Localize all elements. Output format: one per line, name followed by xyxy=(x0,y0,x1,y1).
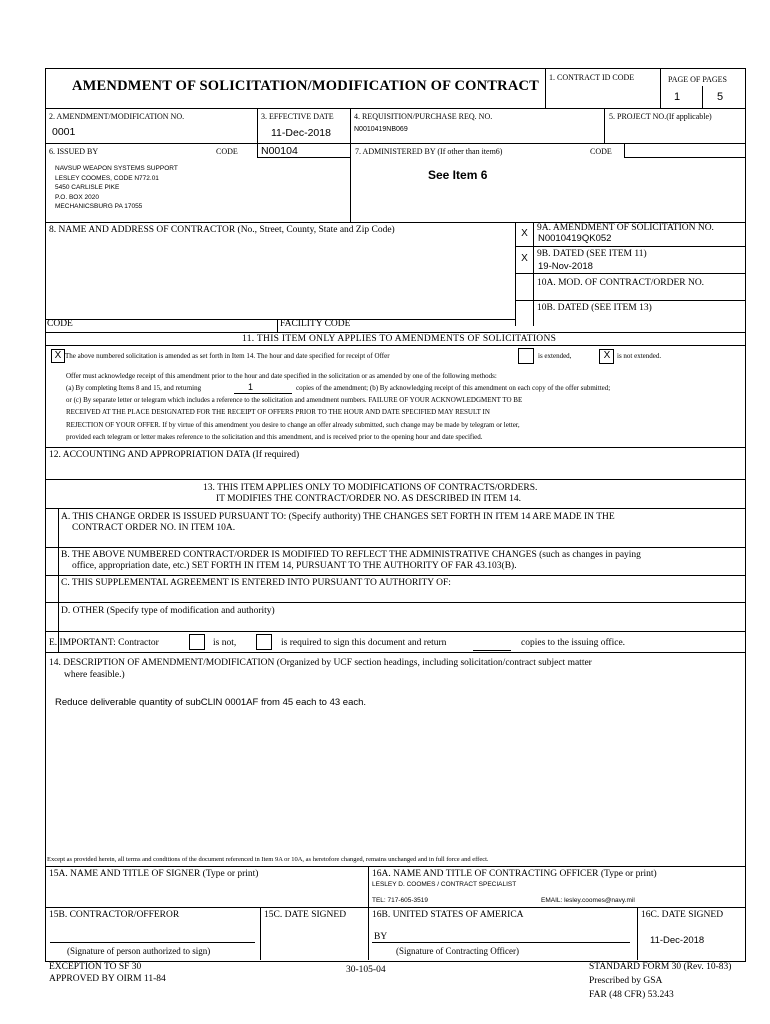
label-sig-15b: (Signature of person authorized to sign) xyxy=(67,946,211,956)
requisition-label: 4. REQUISITION/PURCHASE REQ. NO. xyxy=(354,112,493,121)
extended-checkbox[interactable] xyxy=(518,348,534,364)
footer-approved: APPROVED BY OIRM 11-84 xyxy=(49,974,166,984)
issued-code: N00104 xyxy=(261,145,298,157)
extended-text: is extended, xyxy=(538,352,572,360)
issued-code-label: CODE xyxy=(216,147,238,156)
footer-prescribed: Prescribed by GSA xyxy=(589,976,663,986)
label-sig-16b: (Signature of Contracting Officer) xyxy=(396,946,520,956)
important-label: E. IMPORTANT: Contractor xyxy=(49,638,159,648)
label-9b: 9B. DATED (SEE ITEM 11) xyxy=(537,249,647,259)
officer-email: EMAIL: lesley.coomes@navy.mil xyxy=(541,897,635,904)
amendment-no-label: 2. AMENDMENT/MODIFICATION NO. xyxy=(49,112,185,121)
item11-title: 11. THIS ITEM ONLY APPLIES TO AMENDMENTS OF SOLICITATIONS xyxy=(242,334,557,344)
form-title: AMENDMENT OF SOLICITATION/MODIFICATION OF CONTRACT xyxy=(72,78,540,94)
label-10a: 10A. MOD. OF CONTRACT/ORDER NO. xyxy=(537,278,705,288)
project-no-label: 5. PROJECT NO.(If applicable) xyxy=(609,112,712,121)
mark-9b[interactable]: X xyxy=(521,253,528,264)
footer-exception: EXCEPTION TO SF 30 xyxy=(49,962,142,972)
item13-d: D. OTHER (Specify type of modification and authority) xyxy=(61,606,275,616)
item14-label-2: where feasible.) xyxy=(64,670,125,680)
issued-by-label: 6. ISSUED BY xyxy=(49,147,99,156)
is-required-checkbox[interactable] xyxy=(256,634,272,650)
except-provided-text: Except as provided herein, all terms and conditions of the document referenced in Item 9A or 10A, as heretofore changed, remains unchanged and in full force and effect. xyxy=(47,856,489,863)
footer-standard-form: STANDARD FORM 30 (Rev. 10-83) xyxy=(589,962,732,972)
is-not-checkbox[interactable] xyxy=(189,634,205,650)
item11-instructions-4: RECEIVED AT THE PLACE DESIGNATED FOR THE RECEIPT OF OFFERS PRIOR TO THE HOUR AND DATE SPECIFIED MAY RESULT IN xyxy=(66,408,490,416)
officer-name: LESLEY D. COOMES / CONTRACT SPECIALIST xyxy=(372,881,517,888)
signature-line-16b[interactable] xyxy=(372,942,630,943)
label-10b: 10B. DATED (SEE ITEM 13) xyxy=(537,303,652,313)
item11-instructions-3: or (c) By separate letter or telegram which includes a reference to the solicitation and amendment numbers. FAILURE OF YOUR ACKNOWLEDGMENT TO BE xyxy=(66,396,523,404)
mark-9a[interactable]: X xyxy=(521,228,528,239)
label-16b: 16B. UNITED STATES OF AMERICA xyxy=(372,910,524,920)
value-9a: N0010419QK052 xyxy=(538,233,612,244)
date-16c: 11-Dec-2018 xyxy=(650,935,705,946)
not-extended-mark: X xyxy=(603,350,611,361)
item11-instructions-2a: (a) By completing Items 8 and 15, and returning xyxy=(66,384,202,392)
item11-instructions-2b: copies of the amendment; (b) By acknowledging receipt of this amendment on each copy of the offer submitted; xyxy=(296,384,611,392)
administered-by-label: 7. ADMINISTERED BY (If other than item6) xyxy=(355,147,503,156)
label-15c: 15C. DATE SIGNED xyxy=(264,910,347,920)
item13-a-line2: CONTRACT ORDER NO. IN ITEM 10A. xyxy=(72,523,236,533)
label-15b: 15B. CONTRACTOR/OFFEROR xyxy=(49,910,180,920)
page-count: 5 xyxy=(717,91,724,103)
value-9b: 19-Nov-2018 xyxy=(538,261,593,272)
contract-id-code-label: 1. CONTRACT ID CODE xyxy=(549,73,635,82)
issuer-address: NAVSUP WEAPON SYSTEMS SUPPORT LESLEY COOMES, CODE N772.01 5450 CARLISLE PIKE P.O. BOX 2020 MECHANICSBURG PA 17055 xyxy=(55,165,178,210)
contractor-name-address-label: 8. NAME AND ADDRESS OF CONTRACTOR (No., Street, County, State and Zip Code) xyxy=(49,225,395,235)
by-label: BY xyxy=(374,932,388,942)
item13-b-line2: office, appropriation date, etc.) SET FORTH IN ITEM 14, PURSUANT TO THE AUTHORITY OF FAR 43.103(B). xyxy=(72,561,517,571)
copies-count: 1 xyxy=(248,382,254,392)
not-extended-text: is not extended. xyxy=(617,352,662,360)
amendment-no: 0001 xyxy=(52,126,76,138)
administered-code-label: CODE xyxy=(590,147,612,156)
footer-far: FAR (48 CFR) 53.243 xyxy=(589,990,674,1000)
footer-code: 30-105-04 xyxy=(346,965,386,975)
is-required-text: is required to sign this document and return xyxy=(281,638,447,648)
item14-description: Reduce deliverable quantity of subCLIN 0001AF from 45 each to 43 each. xyxy=(55,697,367,708)
effective-date-label: 3. EFFECTIVE DATE xyxy=(261,112,334,121)
item12-label: 12. ACCOUNTING AND APPROPRIATION DATA (If required) xyxy=(49,450,300,460)
item11-instructions-1: Offer must acknowledge receipt of this amendment prior to the hour and date specified in the solicitation or as amended by one of the following methods: xyxy=(66,372,497,380)
item13-b-line1: B. THE ABOVE NUMBERED CONTRACT/ORDER IS MODIFIED TO REFLECT THE ADMINISTRATIVE CHANGES (such as changes in paying xyxy=(61,550,641,560)
is-not-text: is not, xyxy=(213,638,237,648)
label-9a: 9A. AMENDMENT OF SOLICITATION NO. xyxy=(537,223,714,233)
facility-code-label: FACILITY CODE xyxy=(280,319,351,329)
amended-text: The above numbered solicitation is amended as set forth in Item 14. The hour and date specified for receipt of Offer xyxy=(65,352,390,360)
code-label: CODE xyxy=(47,319,73,329)
item11-instructions-6: provided each telegram or letter makes reference to the solicitation and this amendment, and is received prior to the opening hour and date specified. xyxy=(66,433,483,441)
page-number: 1 xyxy=(674,91,681,103)
label-15a: 15A. NAME AND TITLE OF SIGNER (Type or print) xyxy=(49,869,259,879)
requisition-no: N0010419NB069 xyxy=(354,126,408,133)
item13-c: C. THIS SUPPLEMENTAL AGREEMENT IS ENTERED INTO PURSUANT TO AUTHORITY OF: xyxy=(61,578,451,588)
copies-to-issuing-text: copies to the issuing office. xyxy=(521,638,626,648)
item13-title-1: 13. THIS ITEM APPLIES ONLY TO MODIFICATIONS OF CONTRACTS/ORDERS. xyxy=(203,483,538,493)
administered-value: See Item 6 xyxy=(428,168,488,182)
effective-date: 11-Dec-2018 xyxy=(271,127,331,139)
signature-line-15b[interactable] xyxy=(50,942,255,943)
item13-title-2: IT MODIFIES THE CONTRACT/ORDER NO. AS DESCRIBED IN ITEM 14. xyxy=(216,494,521,504)
label-16c: 16C. DATE SIGNED xyxy=(641,910,724,920)
amended-mark: X xyxy=(54,350,62,361)
label-16a: 16A. NAME AND TITLE OF CONTRACTING OFFICER (Type or print) xyxy=(372,869,657,879)
item13-a-line1: A. THIS CHANGE ORDER IS ISSUED PURSUANT TO: (Specify authority) THE CHANGES SET FORTH IN ITEM 14 ARE MADE IN THE xyxy=(61,512,615,522)
item11-instructions-5: REJECTION OF YOUR OFFER. If by virtue of this amendment you desire to change an offer already submitted, such change may be made by telegram or letter, xyxy=(66,421,520,429)
officer-tel: TEL: 717-605-3519 xyxy=(372,897,429,904)
page-of-pages-label: PAGE OF PAGES xyxy=(668,75,727,84)
item14-label-1: 14. DESCRIPTION OF AMENDMENT/MODIFICATION (Organized by UCF section headings, including solicitation/contract subject matter xyxy=(49,658,592,668)
